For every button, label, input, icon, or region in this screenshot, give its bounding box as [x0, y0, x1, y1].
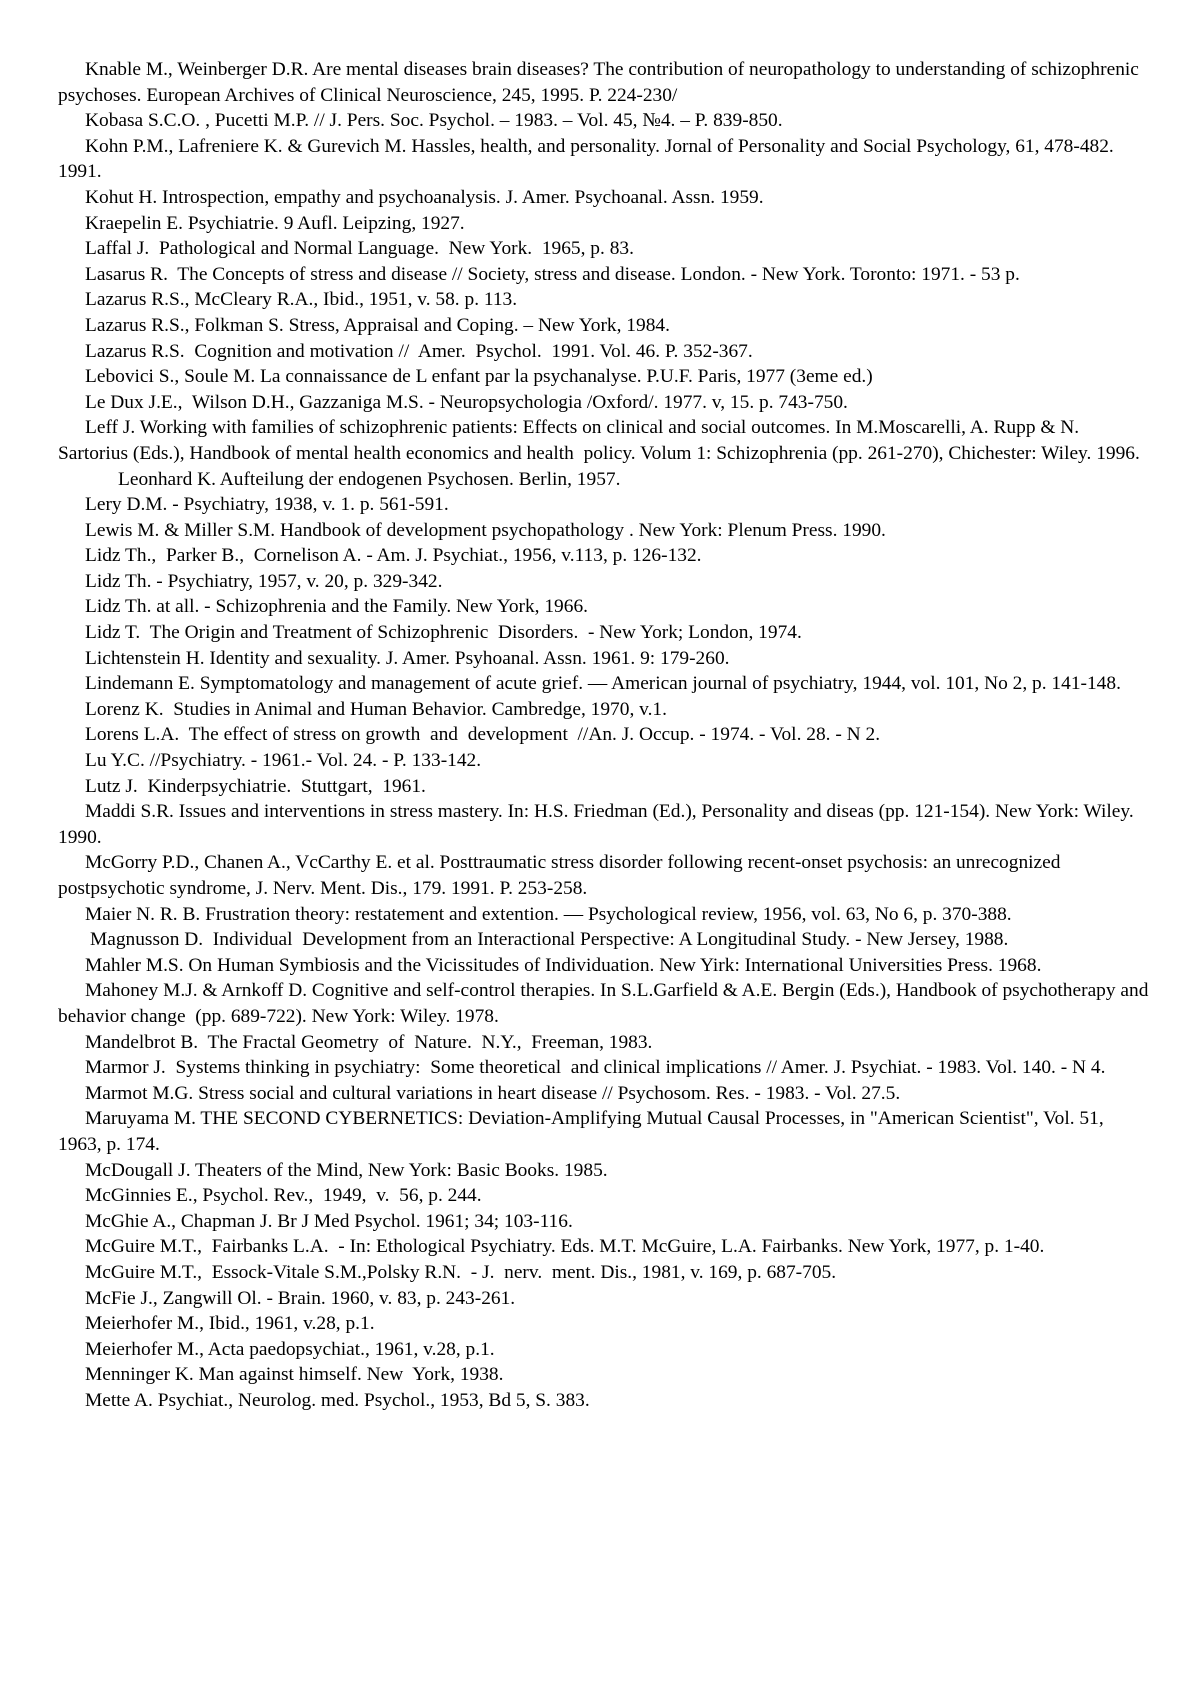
reference-entry: Lidz Th. - Psychiatry, 1957, v. 20, p. 329-342.: [85, 570, 443, 592]
reference-entry: Kraepelin E. Psychiatrie. 9 Aufl. Leipzing, 1927.: [85, 212, 465, 234]
reference-entry: McGinnies E., Psychol. Rev., 1949, v. 56, p. 244.: [85, 1185, 482, 1207]
reference-entry: Mahler M.S. On Human Symbiosis and the Vicissitudes of Individuation. New Yirk: International Universities Press. 1968.: [85, 954, 1042, 976]
reference-entry: Kohn P.M., Lafreniere K. & Gurevich M. Hassles, health, and personality. Jornal of Personality and Social Psychology, 61, 478-482. 1991.: [58, 135, 1119, 183]
reference-entry: Lidz Th. at all. - Schizophrenia and the Family. New York, 1966.: [85, 596, 588, 618]
reference-list: [58, 57, 1154, 1413]
reference-entry: Lazarus R.S., McCleary R.A., Ibid., 1951, v. 58. p. 113.: [85, 289, 518, 311]
reference-entry: Kobasa S.C.O. , Pucetti M.P. // J. Pers. Soc. Psychol. – 1983. – Vol. 45, №4. – P. 839-850.: [85, 110, 783, 132]
reference-entry: Meierhofer M., Ibid., 1961, v.28, p.1.: [85, 1313, 375, 1335]
reference-entry: McDougall J. Theaters of the Mind, New York: Basic Books. 1985.: [85, 1159, 608, 1181]
reference-entry: Maruyama M. THE SECOND CYBERNETICS: Deviation-Amplifying Mutual Causal Processes, in "American Scientist", Vol. 51, 1963, p. 174.: [58, 1108, 1109, 1155]
reference-entry: Lu Y.C. //Psychiatry. - 1961.- Vol. 24. - P. 133-142.: [85, 750, 482, 772]
reference-entry: Leff J. Working with families of schizophrenic patients: Effects on clinical and social outcomes. In M.Moscarelli, A. Rupp & N. Sartorius (Eds.), Handbook of mental health economics and health policy. Volum 1: Schizophrenia (pp. 261-270), Chichester: Wiley. 1996.: [58, 417, 1140, 464]
reference-entry: Lindemann E. Symptomatology and management of acute grief. — American journal of psychiatry, 1944, vol. 101, No 2, p. 141-148.: [85, 673, 1121, 695]
reference-entry: Lidz T. The Origin and Treatment of Schizophrenic Disorders. - New York; London, 1974.: [85, 622, 802, 644]
reference-entry: Maier N. R. B. Frustration theory: restatement and extention. — Psychological review, 1956, vol. 63, No 6, p. 370-388.: [85, 903, 1012, 925]
reference-entry: Mette A. Psychiat., Neurolog. med. Psychol., 1953, Bd 5, S. 383.: [85, 1389, 590, 1411]
reference-entry: Lutz J. Kinderpsychiatrie. Stuttgart, 1961.: [85, 775, 426, 797]
reference-entry: Knable M., Weinberger D.R. Are mental diseases brain diseases? The contribution of neuropathology to understanding of schizophrenic psychoses. European Archives of Clinical Neuroscience, 245, 1995. P. 224-230/: [58, 59, 1144, 106]
reference-entry: Maddi S.R. Issues and interventions in stress mastery. In: H.S. Friedman (Ed.), Personality and diseas (pp. 121-154). New York: Wiley. 1990.: [58, 801, 1139, 848]
reference-entry: Lorens L.A. The effect of stress on growth and development //An. J. Occup. - 1974. - Vol. 28. - N 2.: [85, 724, 881, 746]
reference-entry: Lorenz K. Studies in Animal and Human Behavior. Cambredge, 1970, v.1.: [85, 698, 667, 720]
reference-entry: Lery D.M. - Psychiatry, 1938, v. 1. p. 561-591.: [85, 494, 449, 516]
reference-entry: Lazarus R.S. Cognition and motivation // Amer. Psychol. 1991. Vol. 46. P. 352-367.: [85, 340, 753, 362]
reference-entry: Le Dux J.E., Wilson D.H., Gazzaniga M.S. - Neuropsychologia /Oxford/. 1977. v, 15. p. 743-750.: [85, 391, 848, 413]
reference-entry: Marmor J. Systems thinking in psychiatry: Some theoretical and clinical implications // Amer. J. Psychiat. - 1983. Vol. 140. - N 4.: [85, 1057, 1106, 1079]
reference-entry: Laffal J. Pathological and Normal Language. New York. 1965, p. 83.: [85, 238, 634, 260]
reference-entry: Lazarus R.S., Folkman S. Stress, Appraisal and Coping. – New York, 1984.: [85, 314, 670, 336]
reference-entry: Mahoney M.J. & Arnkoff D. Cognitive and self-control therapies. In S.L.Garfield & A.E. Bergin (Eds.), Handbook of psychotherapy and behavior change (pp. 689-722). New York: Wiley. 1978.: [58, 980, 1154, 1027]
reference-entry: Lebovici S., Soule M. La connaissance de L enfant par la psychanalyse. P.U.F. Paris, 1977 (3eme ed.): [85, 366, 873, 388]
reference-entry: Lewis M. & Miller S.M. Handbook of development psychopathology . New York: Plenum Press. 1990.: [85, 519, 886, 541]
reference-entry: McGuire M.T., Essock-Vitale S.M.,Polsky R.N. - J. nerv. ment. Dis., 1981, v. 169, p. 687-705.: [85, 1261, 837, 1283]
reference-entry: McGhie A., Chapman J. Br J Med Psychol. 1961; 34; 103-116.: [85, 1210, 573, 1232]
reference-entry: McGuire M.T., Fairbanks L.A. - In: Ethological Psychiatry. Eds. M.T. McGuire, L.A. Fairbanks. New York, 1977, p. 1-40.: [85, 1236, 1045, 1258]
reference-entry: Meierhofer M., Acta paedopsychiat., 1961, v.28, p.1.: [85, 1338, 495, 1360]
reference-entry: Lidz Th., Parker B., Cornelison A. - Am. J. Psychiat., 1956, v.113, p. 126-132.: [85, 545, 702, 567]
reference-entry: Lasarus R. The Concepts of stress and disease // Society, stress and disease. London. - New York. Toronto: 1971. - 53 p.: [85, 263, 1020, 285]
reference-entry: McGorry P.D., Chanen A., VcCarthy E. et al. Posttraumatic stress disorder following recent-onset psychosis: an unrecognized postpsychotic syndrome, J. Nerv. Ment. Dis., 179. 1991. P. 253-258.: [58, 852, 1066, 899]
reference-entry: Magnusson D. Individual Development from an Interactional Perspective: A Longitudinal Study. - New Jersey, 1988.: [90, 929, 1009, 951]
reference-entry: Marmot M.G. Stress social and cultural variations in heart disease // Psychosom. Res. - 1983. - Vol. 27.5.: [85, 1082, 901, 1104]
reference-entry: Menninger K. Man against himself. New York, 1938.: [85, 1364, 504, 1386]
reference-entry: McFie J., Zangwill Ol. - Brain. 1960, v. 83, p. 243-261.: [85, 1287, 516, 1309]
reference-entry: Kohut H. Introspection, empathy and psychoanalysis. J. Amer. Psychoanal. Assn. 1959.: [85, 186, 764, 208]
reference-entry: Leonhard K. Aufteilung der endogenen Psychosen. Berlin, 1957.: [118, 468, 621, 490]
reference-entry: Lichtenstein H. Identity and sexuality. J. Amer. Psyhoanal. Assn. 1961. 9: 179-260.: [85, 647, 730, 669]
reference-entry: Mandelbrot B. The Fractal Geometry of Nature. N.Y., Freeman, 1983.: [85, 1031, 653, 1053]
